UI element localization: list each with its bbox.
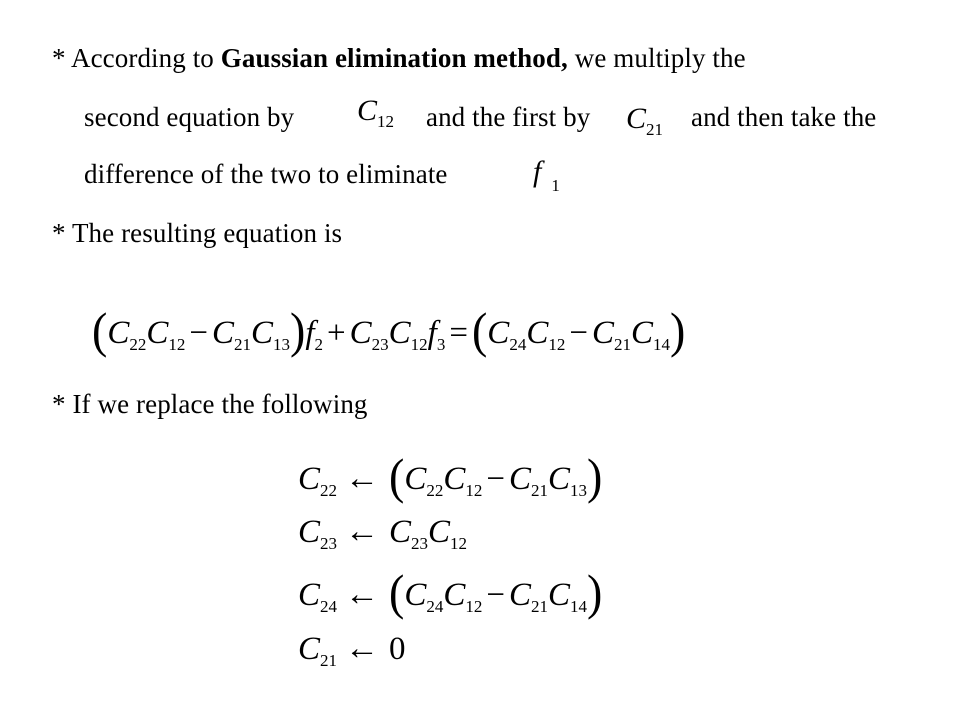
bullet-1-line-2a: second equation by xyxy=(84,102,295,132)
gaussian-method-label: Gaussian elimination method, xyxy=(220,43,568,73)
bullet-1-rest: we multiply the xyxy=(574,43,746,73)
bullet-3: * If we replace the following xyxy=(52,389,368,419)
inline-math-C21: $C_{21}$ xyxy=(626,102,664,139)
bullet-1-line-3: difference of the two to eliminate xyxy=(84,159,448,189)
bullet-marker: * xyxy=(52,43,66,73)
inline-math-C12: $C_{12}$ xyxy=(357,94,395,131)
bullet-1-line-2c: and then take the xyxy=(691,102,877,132)
bullet-2: * The resulting equation is xyxy=(52,218,343,248)
bullet-1-line-2b: and the first by xyxy=(426,102,591,132)
replacement-C24: $C_{24}$ ← $(C_{24}C_{12} - C_{21}C_{14})$ xyxy=(298,564,603,621)
replacement-C22: $C_{22}$ ← $(C_{22}C_{12} - C_{21}C_{13})$ xyxy=(298,448,603,505)
replacement-C23: $C_{23}$ ← $C_{23}C_{12}$ xyxy=(298,513,468,553)
replacement-C21: $C_{21}$ ← 0 xyxy=(298,630,406,670)
bullet-1-line-1 xyxy=(52,43,746,74)
resulting-equation: $(C_{22}C_{12} - C_{21}C_{13})f_2 + C_{23}C_{12}f_3 =(C_{24}C_{12} - C_{21}C_{14})$ xyxy=(92,302,686,359)
bullet-1-intro: According to xyxy=(70,43,214,73)
inline-math-f1: f $_1$ xyxy=(533,155,560,195)
